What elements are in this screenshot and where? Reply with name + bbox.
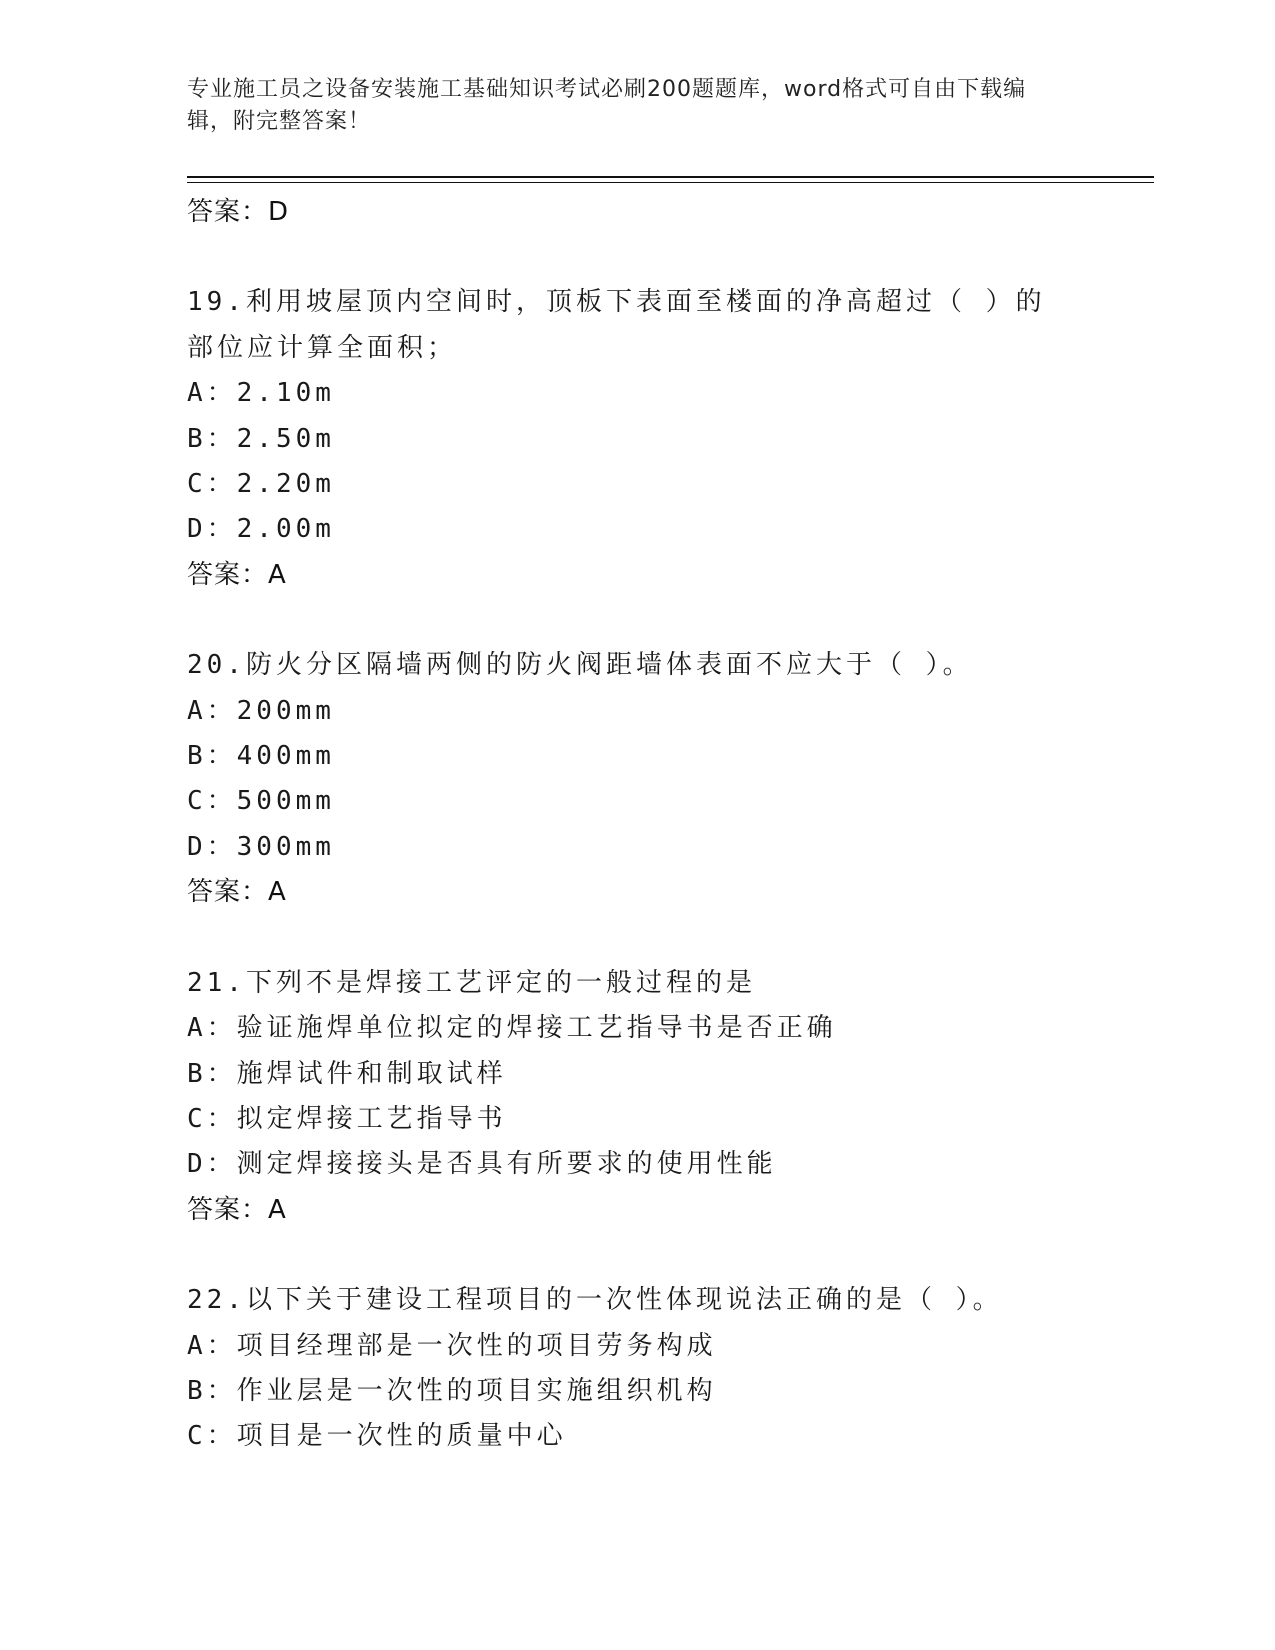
answer-line: 答案：A	[187, 1194, 287, 1225]
header-divider-thick	[187, 176, 1154, 178]
option-c: C：2.20m	[187, 469, 335, 500]
question-stem: 21.下列不是焊接工艺评定的一般过程的是	[187, 967, 756, 998]
option-b: B：400mm	[187, 741, 335, 772]
option-c: C：项目是一次性的质量中心	[187, 1421, 567, 1452]
option-d: D：300mm	[187, 831, 335, 862]
spacer	[187, 235, 1087, 280]
option-a: A：验证施焊单位拟定的焊接工艺指导书是否正确	[187, 1013, 837, 1044]
spacer	[187, 1233, 1087, 1278]
answer-line: 答案：A	[187, 877, 287, 908]
spacer	[187, 598, 1087, 643]
option-d: D：测定焊接接头是否具有所要求的使用性能	[187, 1149, 777, 1180]
document-header: 专业施工员之设备安装施工基础知识考试必刷200题题库，word格式可自由下载编辑，附完整答案！	[187, 77, 1027, 134]
answer-line: 答案：A	[187, 559, 287, 590]
option-d: D：2.00m	[187, 514, 335, 545]
option-b: B：施焊试件和制取试样	[187, 1058, 507, 1089]
option-a: A：2.10m	[187, 378, 335, 409]
header-divider-thin	[187, 182, 1154, 183]
spacer	[187, 916, 1087, 961]
option-c: C：500mm	[187, 786, 335, 817]
question-stem: 19.利用坡屋顶内空间时，顶板下表面至楼面的净高超过（ ）的部位应计算全面积；	[187, 287, 1046, 363]
option-c: C：拟定焊接工艺指导书	[187, 1103, 507, 1134]
question-stem: 22.以下关于建设工程项目的一次性体现说法正确的是（ ）。	[187, 1285, 1003, 1316]
question-list	[187, 190, 1087, 1460]
option-b: B：2.50m	[187, 423, 335, 454]
answer-line: 答案：D	[187, 197, 290, 227]
option-b: B：作业层是一次性的项目实施组织机构	[187, 1375, 717, 1406]
option-a: A：项目经理部是一次性的项目劳务构成	[187, 1330, 717, 1361]
question-stem: 20.防火分区隔墙两侧的防火阀距墙体表面不应大于（ ）。	[187, 650, 973, 681]
option-a: A：200mm	[187, 695, 335, 726]
